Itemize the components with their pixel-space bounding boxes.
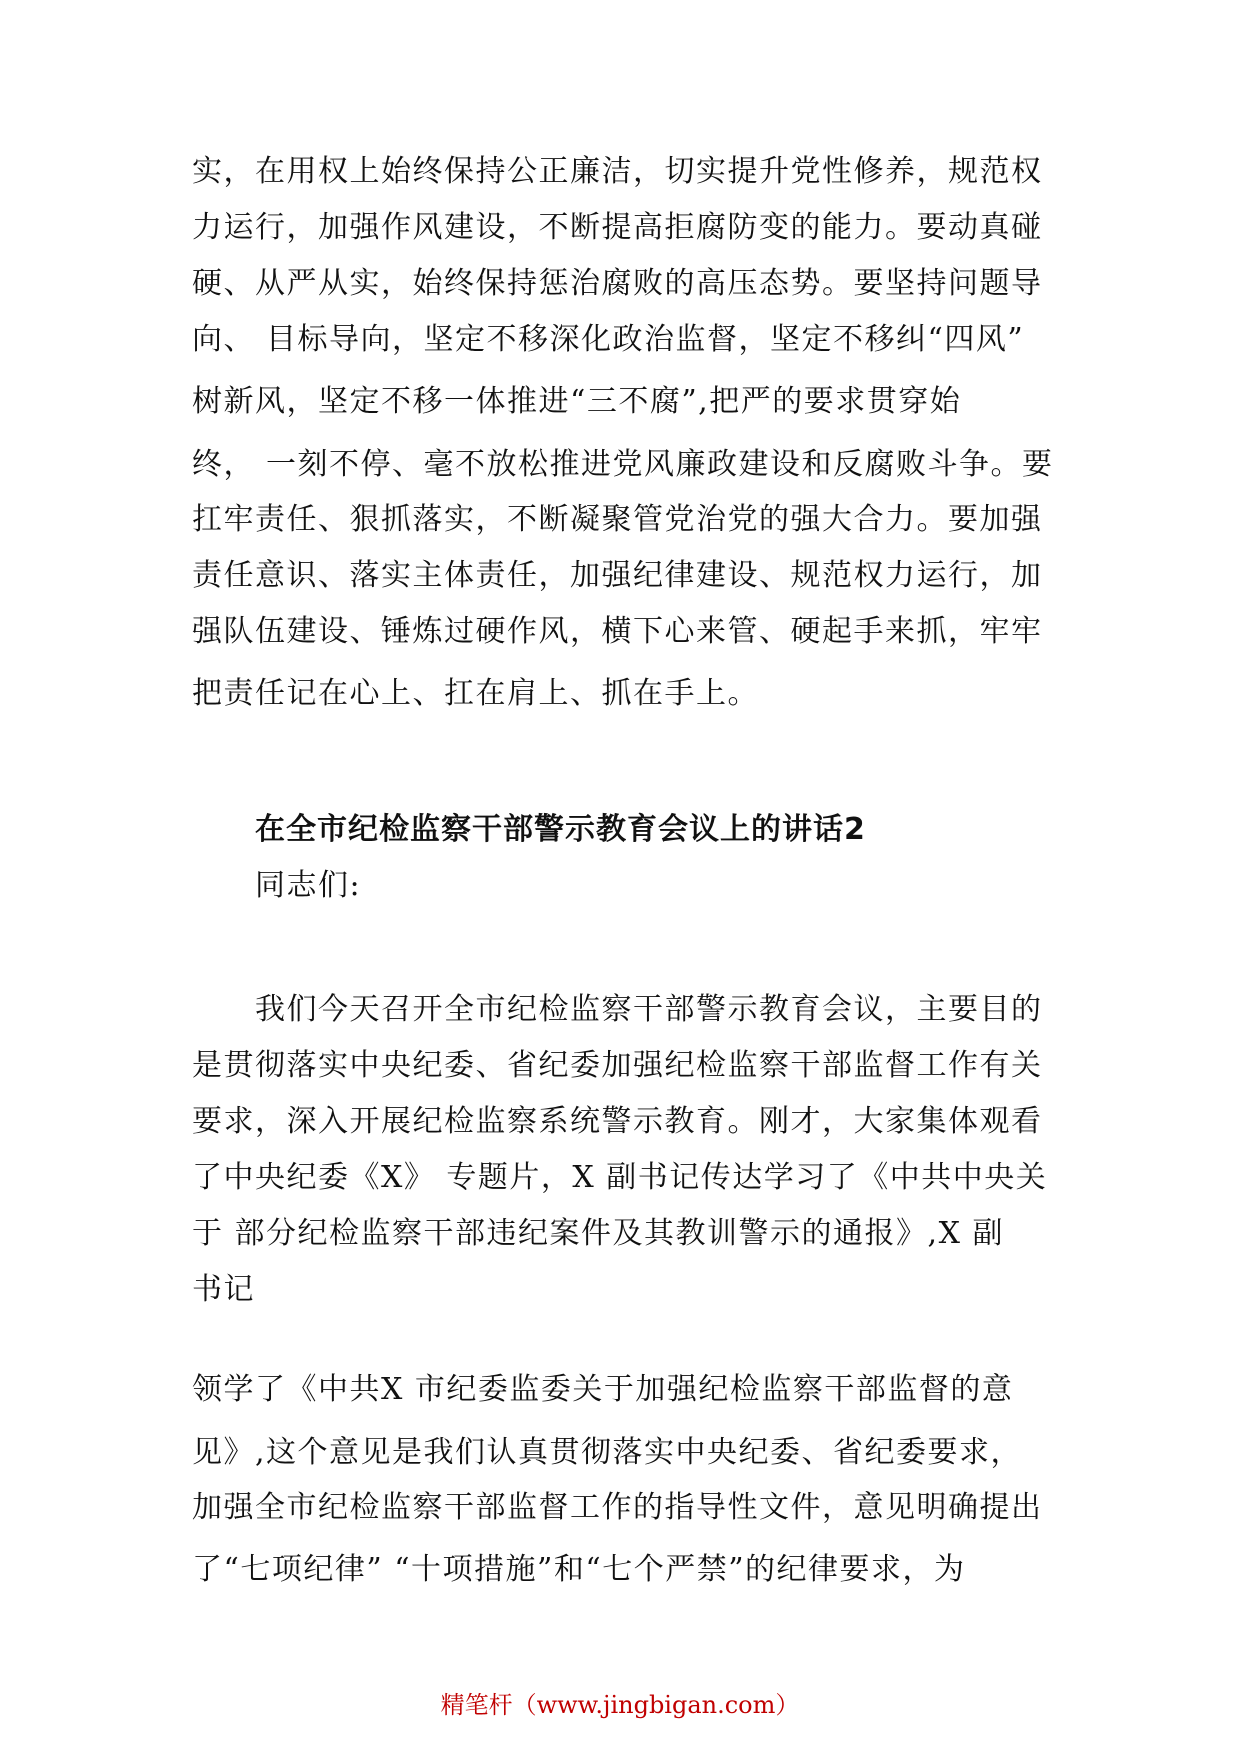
paragraph-line: 要求，深入开展纪检监察系统警示教育。刚才，大家集体观看 xyxy=(192,1104,1043,1139)
paragraph-line: 见》,这个意见是我们认真贯彻落实中央纪委、省纪委要求， xyxy=(192,1435,1023,1470)
paragraph-line: 扛牢责任、狠抓落实，不断凝聚管党治党的强大合力。要加强 xyxy=(192,502,1043,537)
paragraph-line: 于 部分纪检监察干部违纪案件及其教训警示的通报》,X 副 xyxy=(192,1216,1004,1251)
paragraph-line: 强队伍建设、锤炼过硬作风，横下心来管、硬起手来抓，牢牢 xyxy=(192,614,1043,649)
paragraph-line: 硬、从严从实，始终保持惩治腐败的高压态势。要坚持问题导 xyxy=(192,266,1043,301)
paragraph-line: 了中央纪委《X》 专题片，X 副书记传达学习了《中共中央关 xyxy=(192,1160,1048,1195)
footer-watermark-link[interactable]: 精笔杆（www.jingbigan.com） xyxy=(440,1691,800,1719)
paragraph-line: 向、 目标导向，坚定不移深化政治监督，坚定不移纠“四风” xyxy=(192,322,1025,357)
paragraph-line: 领学了《中共X 市纪委监委关于加强纪检监察干部监督的意 xyxy=(192,1372,1014,1407)
paragraph-line: 把责任记在心上、扛在肩上、抓在手上。 xyxy=(192,676,759,711)
salutation: 同志们: xyxy=(255,868,362,903)
paragraph-line: 实，在用权上始终保持公正廉洁，切实提升党性修养，规范权 xyxy=(192,154,1043,189)
paragraph-line: 是贯彻落实中央纪委、省纪委加强纪检监察干部监督工作有关 xyxy=(192,1048,1043,1083)
paragraph-line: 加强全市纪检监察干部监督工作的指导性文件，意见明确提出 xyxy=(192,1490,1043,1525)
paragraph-line: 终， 一刻不停、毫不放松推进党风廉政建设和反腐败斗争。要 xyxy=(192,447,1054,482)
paragraph-line: 责任意识、落实主体责任，加强纪律建设、规范权力运行，加 xyxy=(192,558,1043,593)
section-title: 在全市纪检监察干部警示教育会议上的讲话2 xyxy=(255,812,866,847)
paragraph-line: 我们今天召开全市纪检监察干部警示教育会议，主要目的 xyxy=(255,992,1043,1027)
paragraph-line: 书记 xyxy=(192,1272,255,1307)
paragraph-line: 了“七项纪律” “十项措施”和“七个严禁”的纪律要求，为 xyxy=(192,1552,966,1587)
paragraph-line: 树新风，坚定不移一体推进“三不腐”,把严的要求贯穿始 xyxy=(192,384,962,419)
paragraph-line: 力运行，加强作风建设，不断提高拒腐防变的能力。要动真碰 xyxy=(192,210,1043,245)
